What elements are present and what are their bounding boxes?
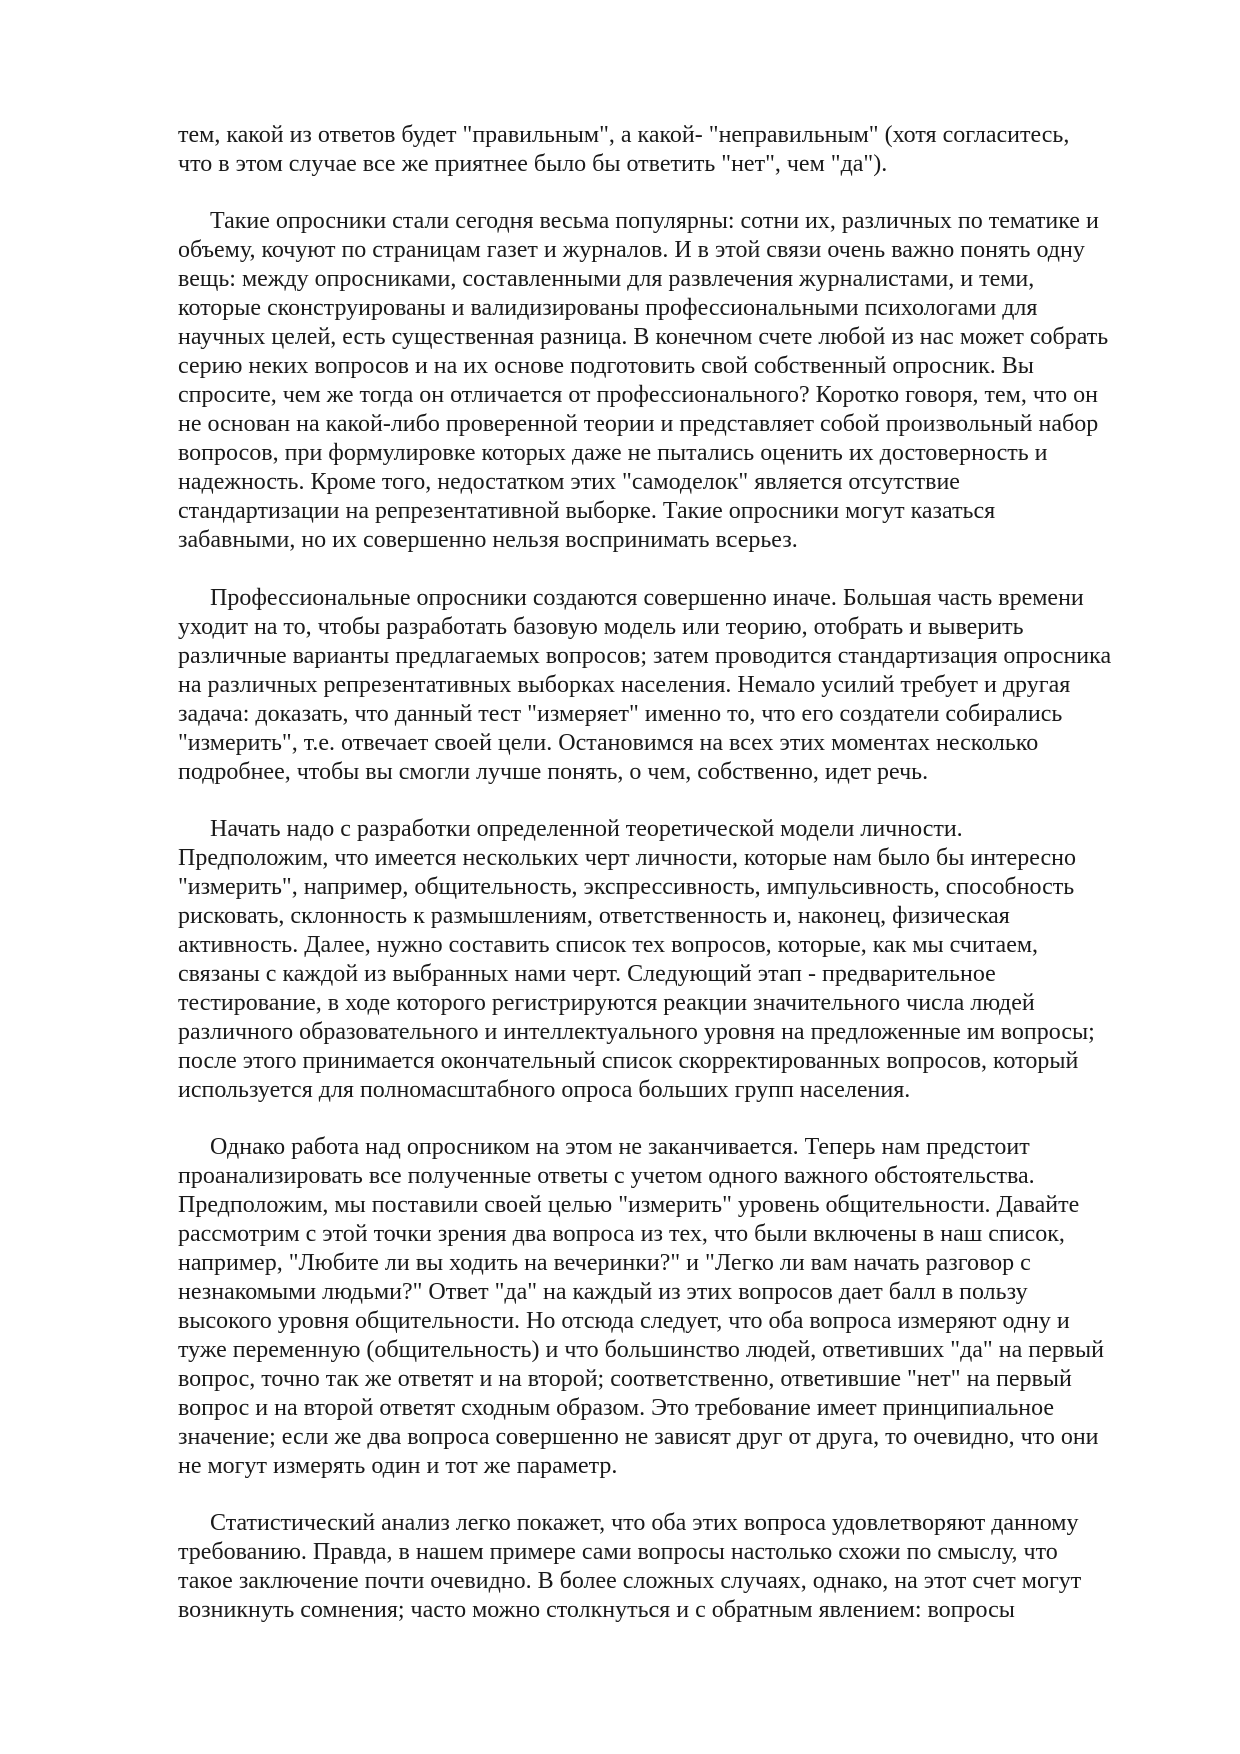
paragraph-3-line-1: Профессиональные опросники создаются совершенно иначе. Большая часть времени (210, 585, 1084, 611)
paragraph-5-line-2: проанализировать все полученные ответы с учетом одного важного обстоятельства. (178, 1163, 1035, 1189)
paragraph-4-line-7: тестирование, в ходе которого регистрируются реакции значительного числа людей (178, 990, 1035, 1016)
paragraph-2-line-10: надежность. Кроме того, недостатком этих "самоделок" является отсутствие (178, 469, 960, 495)
paragraph-2-line-7: спросите, чем же тогда он отличается от профессионального? Коротко говоря, тем, что он (178, 382, 1098, 408)
paragraph-5-line-10: вопрос и на второй ответят сходным образом. Это требование имеет принципиальное (178, 1395, 1055, 1421)
paragraph-1-line-1: тем, какой из ответов будет "правильным", а какой- "неправильным" (хотя согласитесь, (178, 122, 1070, 148)
paragraph-6-line-4: возникнуть сомнения; часто можно столкнуться и с обратным явлением: вопросы (178, 1597, 1015, 1623)
paragraph-2-line-8: не основан на какой-либо проверенной теории и представляет собой произвольный набор (178, 411, 1099, 437)
paragraph-4-line-2: Предположим, что имеется нескольких черт личности, которые нам было бы интересно (178, 845, 1076, 871)
paragraph-3-line-7: подробнее, чтобы вы смогли лучше понять, о чем, собственно, идет речь. (178, 759, 929, 785)
paragraph-4-line-6: связаны с каждой из выбранных нами черт. Следующий этап - предварительное (178, 961, 996, 987)
paragraph-5-line-5: например, "Любите ли вы ходить на вечеринки?" и "Легко ли вам начать разговор с (178, 1250, 1031, 1276)
paragraph-4-line-3: "измерить", например, общительность, экспрессивность, импульсивность, способность (178, 874, 1075, 900)
paragraph-6-line-3: такое заключение почти очевидно. В более сложных случаях, однако, на этот счет могут (178, 1568, 1082, 1594)
paragraph-2-line-5: научных целей, есть существенная разница. В конечном счете любой из нас может собрать (178, 324, 1109, 350)
paragraph-5-line-11: значение; если же два вопроса совершенно не зависят друг от друга, то очевидно, что они (178, 1424, 1099, 1450)
paragraph-5-line-12: не могут измерять один и тот же параметр. (178, 1453, 618, 1479)
paragraph-2-line-6: серию неких вопросов и на их основе подготовить свой собственный опросник. Вы (178, 353, 1034, 379)
paragraph-5-line-4: рассмотрим с этой точки зрения два вопроса из тех, что были включены в наш список, (178, 1221, 1065, 1247)
paragraph-3-line-6: "измерить", т.е. отвечает своей цели. Остановимся на всех этих моментах несколько (178, 730, 1039, 756)
paragraph-3-line-3: различные варианты предлагаемых вопросов; затем проводится стандартизация опросника (178, 643, 1112, 669)
paragraph-3-line-5: задача: доказать, что данный тест "измеряет" именно то, что его создатели собирались (178, 701, 1063, 727)
paragraph-2-line-1: Такие опросники стали сегодня весьма популярны: сотни их, различных по тематике и (210, 208, 1099, 234)
paragraph-2-line-9: вопросов, при формулировке которых даже не пытались оценить их достоверность и (178, 440, 1048, 466)
paragraph-5-line-7: высокого уровня общительности. Но отсюда следует, что оба вопроса измеряют одну и (178, 1308, 1070, 1334)
paragraph-5-line-6: незнакомыми людьми?" Ответ "да" на каждый из этих вопросов дает балл в пользу (178, 1279, 1028, 1305)
paragraph-2-line-2: объему, кочуют по страницам газет и журналов. И в этой связи очень важно понять одну (178, 237, 1085, 263)
paragraph-1-line-2: что в этом случае все же приятнее было бы ответить "нет", чем "да"). (178, 151, 888, 177)
paragraph-2-line-3: вещь: между опросниками, составленными для развлечения журналистами, и теми, (178, 266, 1035, 292)
paragraph-5-line-1: Однако работа над опросником на этом не заканчивается. Теперь нам предстоит (210, 1134, 1030, 1160)
paragraph-5-line-9: вопрос, точно так же ответят и на второй; соответственно, ответившие "нет" на первый (178, 1366, 1072, 1392)
paragraph-4-line-9: после этого принимается окончательный список скорректированных вопросов, который (178, 1048, 1079, 1074)
paragraph-4-line-8: различного образовательного и интеллектуального уровня на предложенные им вопросы; (178, 1019, 1095, 1045)
paragraph-4-line-10: используется для полномасштабного опроса больших групп населения. (178, 1077, 911, 1103)
paragraph-6-line-1: Статистический анализ легко покажет, что оба этих вопроса удовлетворяют данному (210, 1510, 1079, 1536)
paragraph-6-line-2: требованию. Правда, в нашем примере сами вопросы настолько схожи по смыслу, что (178, 1539, 1058, 1565)
paragraph-5-line-3: Предположим, мы поставили своей целью "измерить" уровень общительности. Давайте (178, 1192, 1080, 1218)
paragraph-4-line-5: активность. Далее, нужно составить список тех вопросов, которые, как мы считаем, (178, 932, 1039, 958)
paragraph-4-line-1: Начать надо с разработки определенной теоретической модели личности. (210, 816, 963, 842)
paragraph-3-line-2: уходит на то, чтобы разработать базовую модель или теорию, отобрать и выверить (178, 614, 1024, 640)
paragraph-3-line-4: на различных репрезентативных выборках населения. Немало усилий требует и другая (178, 672, 1071, 698)
paragraph-2-line-12: забавными, но их совершенно нельзя воспринимать всерьез. (178, 527, 798, 553)
paragraph-5-line-8: туже переменную (общительность) и что большинство людей, ответивших "да" на первый (178, 1337, 1105, 1363)
paragraph-4-line-4: рисковать, склонность к размышлениям, ответственность и, наконец, физическая (178, 903, 1010, 929)
paragraph-2-line-11: стандартизации на репрезентативной выборке. Такие опросники могут казаться (178, 498, 996, 524)
paragraph-2-line-4: которые сконструированы и валидизированы профессиональными психологами для (178, 295, 1038, 321)
